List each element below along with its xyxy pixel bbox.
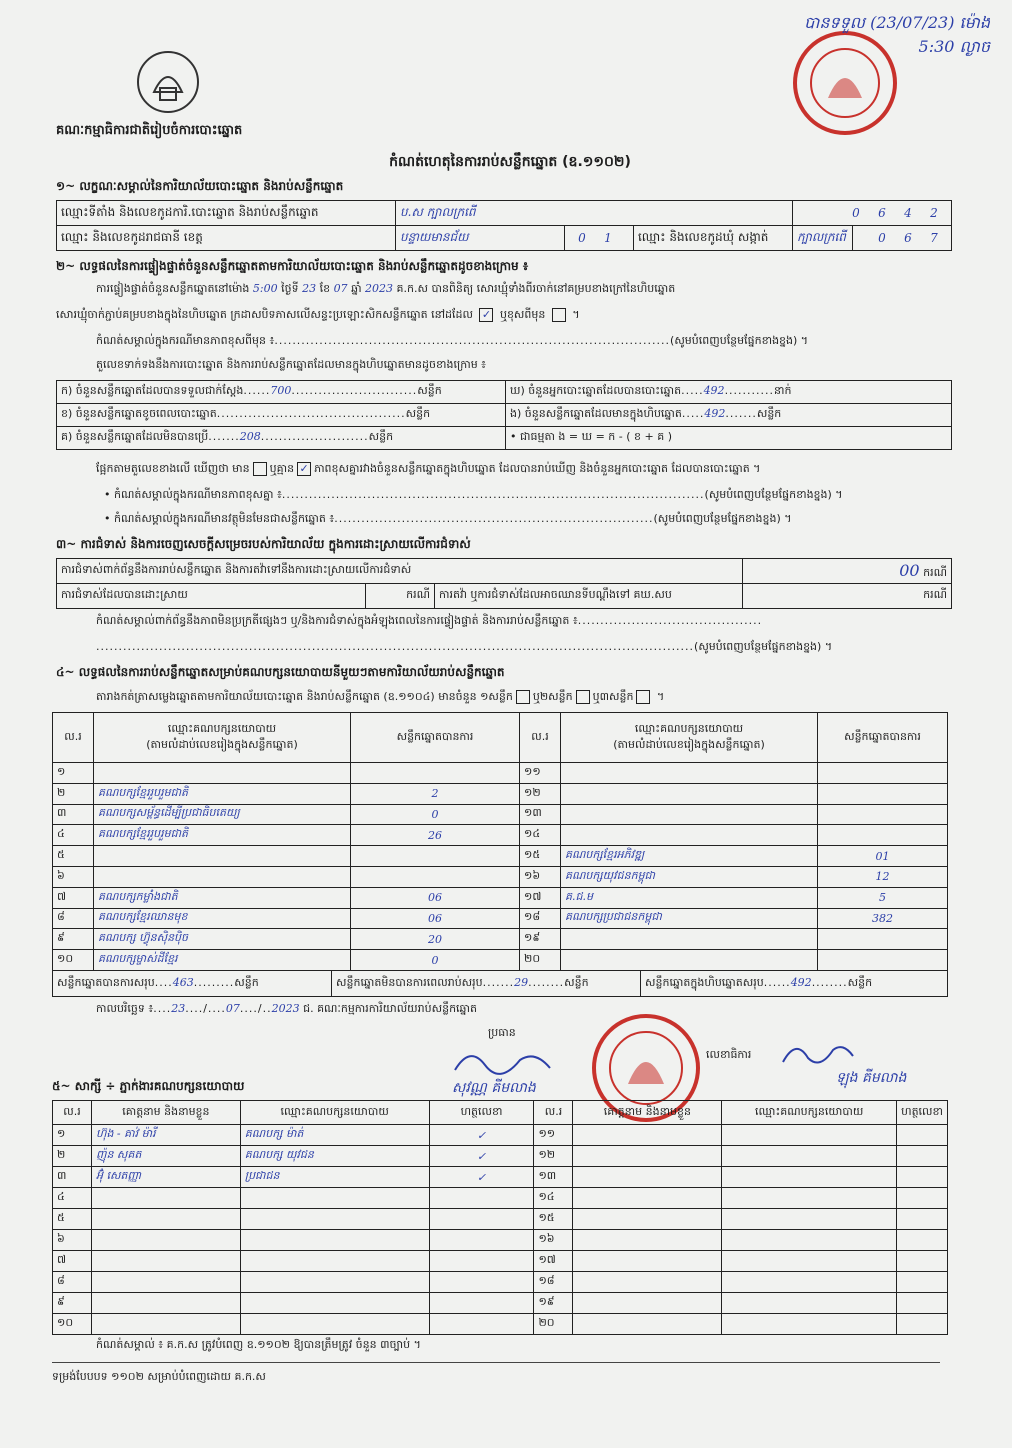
- no-diff-checkbox[interactable]: ✓: [297, 462, 311, 476]
- witness-no: ២០: [534, 1314, 573, 1335]
- witness-name: [573, 1230, 722, 1251]
- witness-name: [573, 1146, 722, 1167]
- party-no: ៧: [53, 887, 94, 908]
- witness-party: [240, 1230, 429, 1251]
- received-ballots: 700: [270, 384, 292, 397]
- witness-signature: [897, 1209, 948, 1230]
- figures-intro: តួលេខទាក់ទងនឹងការបោះឆ្នោត និងការរាប់សន្លឹកឆ្នោតដែលមានក្នុងហិបឆ្នោតមានដូចខាងក្រោម ៖: [96, 358, 487, 371]
- section-4-title: ៤~ លទ្ធផលនៃការរាប់សន្លឹកឆ្នោតសម្រាប់គណបក្សនយោបាយនីមួយៗតាមការិយាល័យរាប់សន្លឹកឆ្នោត: [56, 665, 505, 679]
- witness-signature: [429, 1209, 534, 1230]
- witness-party: [722, 1293, 897, 1314]
- party-votes: [818, 950, 948, 971]
- party-votes: [818, 929, 948, 950]
- figures-table: ក) ចំនួនសន្លឹកឆ្នោតដែលបានទទួលជាក់ស្តែង......700............................សន្លឹក ឃ) ចំនួនអ្នកបោះឆ្នោតដែលបានបោះឆ្នោត.....492...........នាក់ ខ) ចំនួនសន្លឹកឆ្នោតខូចពេលបោះឆ្នោត..........................................សន្លឹក ង) ចំនួនសន្លឹកឆ្នោតដែលមានក្នុងហិបឆ្នោត.....492.......សន្លឹក គ) ចំនួនសន្លឹកឆ្នោតដែលមិនបានប្រើ.......208........................សន្លឹក • ជាធម្មតា ង = ឃ = ក - ( ខ + គ ): [56, 380, 952, 450]
- table-row: [53, 1188, 948, 1209]
- witness-name: [573, 1188, 722, 1209]
- witness-signature: [897, 1314, 948, 1335]
- party-name: [561, 929, 818, 950]
- witness-no: ១៩: [534, 1293, 573, 1314]
- witness-no: ៧: [53, 1251, 92, 1272]
- station-code: 0 6 4 2: [793, 201, 952, 226]
- secretary-name: ឡុង គីមលាង: [836, 1070, 907, 1086]
- province-name: បន្ទាយមានជ័យ: [396, 226, 565, 251]
- section-5-title: ៥~ សាក្សី ÷ ភ្នាក់ងារគណបក្សនយោបាយ: [52, 1079, 245, 1093]
- witness-party: [722, 1230, 897, 1251]
- section-3-title: ៣~ ការជំទាស់ និងការចេញសេចក្តីសម្រេចរបស់ការិយាល័យ ក្នុងការដោះស្រាយលើការជំទាស់: [56, 537, 471, 551]
- witness-signature: [897, 1167, 948, 1188]
- party-no: ៥: [53, 846, 94, 867]
- bullet-diff: • កំណត់សម្គាល់ក្នុងករណីមានភាពខុសគ្នា ៖..............................................................................................(សូមបំពេញបន្ថែមផ្នែកខាងខ្នង) ។: [104, 488, 843, 501]
- witness-name: [91, 1314, 240, 1335]
- witness-party: [722, 1188, 897, 1209]
- witness-name: [91, 1230, 240, 1251]
- table-row: [53, 866, 948, 887]
- party-votes: 0: [351, 804, 520, 825]
- witness-no: ១៦: [534, 1230, 573, 1251]
- received-note: បានទទួល (23/07/23) ម៉ោង 5:30 ល្ងាច: [804, 13, 990, 56]
- party-no: ១៦: [520, 866, 561, 887]
- party-votes: [818, 825, 948, 846]
- party-name: គណបក្សខ្មែរអភិវឌ្ឍ: [561, 846, 818, 867]
- witness-party: [722, 1125, 897, 1146]
- chair-label: ប្រធាន: [488, 1026, 516, 1039]
- witness-party: [240, 1272, 429, 1293]
- witness-no: ១: [53, 1125, 92, 1146]
- discrepancy-line: ផ្អែកតាមតួលេខខាងលើ ឃើញថា មាន ឬគ្មាន ✓ ភាពខុសគ្នារវាងចំនួនសន្លឹកឆ្នោតក្នុងហិបឆ្នោត ដែលបានរាប់ឃើញ និងចំនួនអ្នកបោះឆ្នោត ដែលបានបោះឆ្នោត ។: [96, 462, 761, 475]
- nec-emblem: [134, 48, 202, 116]
- party-name: គណបក្សខ្មែររួបរួមជាតិ: [94, 783, 351, 804]
- party-votes: [351, 763, 520, 784]
- station-info-table: [56, 200, 952, 251]
- witness-signature: [897, 1251, 948, 1272]
- date-line: កាលបរិច្ឆេទ ៖....23..../....07..../..2023 ជ. គណៈកម្មការការិយាល័យរាប់សន្លឹកឆ្នោត: [96, 1002, 477, 1015]
- total-invalid: 29: [514, 975, 529, 989]
- witness-name: ហ៊ុង - គាវ់ ម៉ារី: [91, 1125, 240, 1146]
- witness-no: ៣: [53, 1167, 92, 1188]
- chair-name: សុវណ្ណ គីមលាង: [452, 1080, 536, 1096]
- party-name: [94, 846, 351, 867]
- witness-no: ២: [53, 1146, 92, 1167]
- complaints-count: 00: [899, 560, 920, 580]
- total-valid: 463: [172, 975, 194, 989]
- station-label: ឈ្មោះទីតាំង និងលេខកូដការិ.បោះឆ្នោត និងរាប់សន្លឹកឆ្នោត: [57, 201, 396, 226]
- witness-no: ១៥: [534, 1209, 573, 1230]
- witness-no: ៥: [53, 1209, 92, 1230]
- table-row: [53, 763, 948, 784]
- party-no: ២០: [520, 950, 561, 971]
- party-no: ៣: [53, 804, 94, 825]
- table-row: [53, 929, 948, 950]
- party-votes: 26: [351, 825, 520, 846]
- table-row: [53, 1125, 948, 1146]
- station-name: ប.ស ក្បាលក្រពើ: [396, 201, 793, 226]
- two-sheet-checkbox[interactable]: [576, 690, 590, 704]
- party-name: គណបក្សសម្ព័ន្ធដើម្បីប្រជាធិបតេយ្យ: [94, 804, 351, 825]
- witness-no: ៦: [53, 1230, 92, 1251]
- footer-note: កំណត់សម្គាល់ ៖ គ.ក.ស ត្រូវបំពេញ ឧ.១១០២ ឱ្យបានត្រឹមត្រូវ ចំនួន ៣ច្បាប់ ។: [96, 1338, 421, 1351]
- party-votes: [818, 763, 948, 784]
- party-name: [561, 804, 818, 825]
- one-sheet-checkbox[interactable]: [516, 690, 530, 704]
- witness-no: ១៤: [534, 1188, 573, 1209]
- party-name: គណបក្សម្ចាស់ដីខ្មែរ: [94, 950, 351, 971]
- irregularity-note: កំណត់សម្គាល់ពាក់ព័ន្ធនឹងភាពមិនប្រក្រតីផ្សេងៗ ឬ/និងការជំទាស់ក្នុងអំឡុងពេលនៃការផ្ទៀងផ្ទាត់ និងការរាប់សន្លឹកឆ្នោត ៖.........................................: [96, 614, 763, 627]
- witness-party: [240, 1209, 429, 1230]
- table-row: [53, 1314, 948, 1335]
- witness-signature: [429, 1314, 534, 1335]
- table-row: [53, 846, 948, 867]
- party-name: [94, 763, 351, 784]
- table-row: [53, 950, 948, 971]
- three-sheet-checkbox[interactable]: [636, 690, 650, 704]
- witness-name: អ៊ុំ សេតញ្ញា: [91, 1167, 240, 1188]
- witness-name: [91, 1251, 240, 1272]
- witness-signature: [897, 1272, 948, 1293]
- witness-party: [240, 1293, 429, 1314]
- witness-party: គណបក្ស ម៉ាត់: [240, 1125, 429, 1146]
- witness-name: [573, 1314, 722, 1335]
- party-name: [561, 825, 818, 846]
- witness-name: [573, 1209, 722, 1230]
- witness-no: ១២: [534, 1146, 573, 1167]
- party-votes: [351, 846, 520, 867]
- party-votes: 06: [351, 908, 520, 929]
- commune-code: 0 6 7: [853, 226, 952, 251]
- party-name: គណបក្ស ហ៊្វុនស៊ិនប៉ិច: [94, 929, 351, 950]
- form-title: កំណត់ហេតុនៃការរាប់សន្លឹកឆ្នោត (ឧ.១១០២): [389, 154, 631, 170]
- party-name: គណបក្សកម្លាំងជាតិ: [94, 887, 351, 908]
- province-code: 0 1: [565, 226, 634, 251]
- unused-ballots: 208: [239, 430, 261, 443]
- witness-signature: ✓: [429, 1167, 534, 1188]
- party-no: ១៨: [520, 908, 561, 929]
- ballots-in-box: 492: [704, 407, 726, 420]
- witness-signature: [897, 1293, 948, 1314]
- party-no: ៨: [53, 908, 94, 929]
- witness-name: [91, 1188, 240, 1209]
- witness-name: [573, 1272, 722, 1293]
- witness-no: ១០: [53, 1314, 92, 1335]
- secretary-label: លេខាធិការ: [706, 1048, 752, 1061]
- party-votes: [351, 866, 520, 887]
- check-line-1: ការផ្ទៀងផ្ទាត់ចំនួនសន្លឹកឆ្នោតនៅម៉ោង 5:00 ថ្ងៃទី 23 ខែ 07 ឆ្នាំ 2023 គ.ក.ស បានពិនិត្យ សោរឃ្មុំទាំងពីរចាក់នៅគម្របខាងក្រៅនៃហិបឆ្នោត: [96, 282, 676, 295]
- witness-party: [240, 1251, 429, 1272]
- unchanged-checkbox[interactable]: ✓: [479, 308, 493, 322]
- party-no: ២: [53, 783, 94, 804]
- party-name: [561, 763, 818, 784]
- table-row: [53, 804, 948, 825]
- party-votes: 5: [818, 887, 948, 908]
- changed-checkbox[interactable]: [552, 308, 566, 322]
- party-votes: 12: [818, 866, 948, 887]
- party-no: ៦: [53, 866, 94, 887]
- party-name: គណបក្សយុវជនកម្ពុជា: [561, 866, 818, 887]
- table-row: [53, 908, 948, 929]
- footer-divider: [52, 1362, 940, 1363]
- complaints-table: ការជំទាស់ពាក់ព័ន្ធនឹងការរាប់សន្លឹកឆ្នោត និងការតវ៉ាទៅនឹងការដោះស្រាយលើការជំទាស់ 00 ករណី ការជំទាស់ដែលបានដោះស្រាយ ករណី ការតវ៉ា ឬការជំទាស់ដែលអាចឈានទីបណ្តឹងទៅ គឃ.សប ករណី: [56, 558, 952, 609]
- witness-no: ១៨: [534, 1272, 573, 1293]
- party-votes: 01: [818, 846, 948, 867]
- form-footer: ទម្រង់បែបបទ ១១០២ សម្រាប់បំពេញដោយ គ.ក.ស: [52, 1370, 266, 1383]
- section-1-title: ១~ លក្ខណៈសម្គាល់នៃការិយាល័យបោះឆ្នោត និងរាប់សន្លឹកឆ្នោត: [56, 179, 344, 193]
- diff-note-line: កំណត់សម្គាល់ក្នុងករណីមានភាពខុសពីមុន ៖........................................................................................(សូមបំពេញបន្ថែមផ្នែកខាងខ្នង) ។: [96, 334, 809, 347]
- witness-name: [573, 1251, 722, 1272]
- witness-name: ញ៉ុន សុគត: [91, 1146, 240, 1167]
- witness-name: [573, 1125, 722, 1146]
- chair-signature: [450, 1040, 570, 1080]
- party-name: គណបក្សខ្មែររួបរួមជាតិ: [94, 825, 351, 846]
- witness-no: ៩: [53, 1293, 92, 1314]
- formula: • ជាធម្មតា ង = ឃ = ក - ( ខ + គ ): [506, 427, 952, 450]
- witness-signature: [429, 1293, 534, 1314]
- committee-name: គណៈកម្មាធិការជាតិរៀបចំការបោះឆ្នោត: [56, 123, 243, 138]
- party-votes: 2: [351, 783, 520, 804]
- party-no: ១៧: [520, 887, 561, 908]
- party-votes: 0: [351, 950, 520, 971]
- secretary-signature: [778, 1036, 858, 1072]
- party-name: គ.ជ.ម: [561, 887, 818, 908]
- party-name: [561, 950, 818, 971]
- total-in-box: 492: [790, 975, 812, 989]
- witness-no: ១៣: [534, 1167, 573, 1188]
- has-diff-checkbox[interactable]: [253, 462, 267, 476]
- witness-party: [722, 1314, 897, 1335]
- witness-party: [722, 1272, 897, 1293]
- witness-signature: [897, 1125, 948, 1146]
- table-row: [53, 1272, 948, 1293]
- witness-no: ១១: [534, 1125, 573, 1146]
- witness-name: [91, 1293, 240, 1314]
- witness-name: [91, 1272, 240, 1293]
- party-no: ៤: [53, 825, 94, 846]
- witness-no: ៨: [53, 1272, 92, 1293]
- table-row: [53, 825, 948, 846]
- table-row: [53, 1146, 948, 1167]
- party-no: ១៥: [520, 846, 561, 867]
- table-row: [53, 887, 948, 908]
- commune-name: ក្បាលក្រពើ: [793, 226, 853, 251]
- witness-signature: ✓: [429, 1125, 534, 1146]
- witness-signature: [897, 1146, 948, 1167]
- province-label: ឈ្មោះ និងលេខកូដរាជធានី ខេត្ត: [57, 226, 396, 251]
- section-2-title: ២~ លទ្ធផលនៃការផ្ទៀងផ្ទាត់ចំនួនសន្លឹកឆ្នោតតាមការិយាល័យបោះឆ្នោត និងរាប់សន្លឹកឆ្នោតដូចខាងក្រោម ៖: [56, 259, 529, 273]
- table-row: [53, 1167, 948, 1188]
- table-row: [53, 1230, 948, 1251]
- witness-signature: [429, 1230, 534, 1251]
- witness-signature: [897, 1188, 948, 1209]
- witness-signature: [429, 1272, 534, 1293]
- witness-party: ប្រជាជន: [240, 1167, 429, 1188]
- party-no: ១៩: [520, 929, 561, 950]
- voters-count: 492: [703, 384, 725, 397]
- witness-party: គណបក្ស យុវជន: [240, 1146, 429, 1167]
- party-no: ៩: [53, 929, 94, 950]
- witness-party: [240, 1188, 429, 1209]
- party-no: ១៤: [520, 825, 561, 846]
- totals-row: សន្លឹកឆ្នោតបានការសរុប....463.........សន្លឹក សន្លឹកឆ្នោតមិនបានការពេលរាប់សរុប.......29........សន្លឹក សន្លឹកឆ្នោតក្នុងហិបឆ្នោតសរុប......492........សន្លឹក: [52, 970, 948, 997]
- witness-name: [91, 1209, 240, 1230]
- witness-party: [722, 1209, 897, 1230]
- witness-no: ៤: [53, 1188, 92, 1209]
- party-no: ១០: [53, 950, 94, 971]
- party-name: គណបក្សខ្មែរឈានមុខ: [94, 908, 351, 929]
- witness-party: [240, 1314, 429, 1335]
- party-votes: 06: [351, 887, 520, 908]
- witness-signature: [429, 1251, 534, 1272]
- witness-table: ល.រ គោត្តនាម និងនាមខ្លួន ឈ្មោះគណបក្សនយោបាយ ហត្ថលេខា ល.រ គោត្តនាម និងនាមខ្លួន ឈ្មោះគណបក្សនយោបាយ ហត្ថលេខា ១ ហ៊ុង - គាវ់ ម៉ារី គណបក្ស ម៉ាត់ ✓ ១១ ២ ញ៉ុន សុគត គណបក្ស យុវជន ✓ ១២ ៣ អ៊ុំ សេតញ្ញា ប្រជាជន ✓ ១៣ ៤ ១៤ ៥ ១៥ ៦ ១៦ ៧ ១៧ ៨ ១៨ ៩ ១៩ ១០ ២០: [52, 1100, 948, 1335]
- party-no: ១២: [520, 783, 561, 804]
- table-row: [53, 1251, 948, 1272]
- witness-party: [722, 1146, 897, 1167]
- irregularity-note-2: .....................................................................................................................................(សូមបំពេញបន្ថែមផ្នែកខាងខ្នង) ។: [96, 640, 833, 653]
- witness-name: [573, 1167, 722, 1188]
- witness-signature: [429, 1188, 534, 1209]
- witness-party: [722, 1167, 897, 1188]
- party-votes: [818, 804, 948, 825]
- witness-no: ១៧: [534, 1251, 573, 1272]
- party-no: ១៣: [520, 804, 561, 825]
- party-name: [94, 866, 351, 887]
- party-no: ១: [53, 763, 94, 784]
- commune-label: ឈ្មោះ និងលេខកូដឃុំ សង្កាត់: [634, 226, 793, 251]
- check-line-2: សោរឃ្មុំចាក់ភ្ជាប់គម្របខាងក្នុងនៃហិបឆ្នោត ក្រដាសបិទភាសលើសន្ទះប្រឡោះសិកសន្លឹកឆ្នោត នៅដដែល ✓ ឬខុសពីមុន ។: [56, 308, 580, 321]
- bullet-object: • កំណត់សម្គាល់ក្នុងករណីមានវត្ថុមិនមែនជាសន្លឹកឆ្នោត ៖.......................................................................(សូមបំពេញបន្ថែមផ្នែកខាងខ្នង) ។: [104, 512, 792, 525]
- witness-signature: ✓: [429, 1146, 534, 1167]
- party-name: គណបក្សប្រជាជនកម្ពុជា: [561, 908, 818, 929]
- party-votes: [818, 783, 948, 804]
- results-table: ល.រ ឈ្មោះគណបក្សនយោបាយ (តាមលំដាប់លេខរៀងក្នុងសន្លឹកឆ្នោត) សន្លឹកឆ្នោតបានការ ល.រ ឈ្មោះគណបក្សនយោបាយ (តាមលំដាប់លេខរៀងក្នុងសន្លឹកឆ្នោត) សន្លឹកឆ្នោតបានការ ១ ១១ ២ គណបក្សខ្មែររួបរួមជាតិ 2 ១២ ៣ គណបក្សសម្ព័ន្ធដើម្បីប្រជាធិបតេយ្យ 0 ១៣ ៤ គណបក្សខ្មែររួបរួមជាតិ 26 ១៤ ៥ ១៥ គណបក្សខ្មែរអភិវឌ្ឍ 01 ៦ ១៦ គណបក្សយុវជនកម្ពុជា 12 ៧ គណបក្សកម្លាំងជាតិ 06 ១៧ គ.ជ.ម 5 ៨ គណបក្សខ្មែរឈានមុខ 06 ១៨ គណបក្សប្រជាជនកម្ពុជា 382 ៩ គណបក្ស ហ៊្វុនស៊ិនប៉ិច 20 ១៩ ១០ គណបក្សម្ចាស់ដីខ្មែរ 0 ២០: [52, 712, 948, 971]
- witness-name: [573, 1293, 722, 1314]
- witness-signature: [897, 1230, 948, 1251]
- table-row: [53, 783, 948, 804]
- party-votes: 382: [818, 908, 948, 929]
- party-votes: 20: [351, 929, 520, 950]
- witness-party: [722, 1251, 897, 1272]
- tally-sheets-line: តារាងកត់ត្រាសម្លេងឆ្នោតតាមការិយាល័យបោះឆ្នោត និងរាប់សន្លឹកឆ្នោត (ឧ.១១០៤) មានចំនួន ១សន្លឹក ឬ២សន្លឹក ឬ៣សន្លឹក ។: [96, 690, 665, 703]
- party-name: [561, 783, 818, 804]
- table-row: [53, 1209, 948, 1230]
- table-row: [53, 1293, 948, 1314]
- party-no: ១១: [520, 763, 561, 784]
